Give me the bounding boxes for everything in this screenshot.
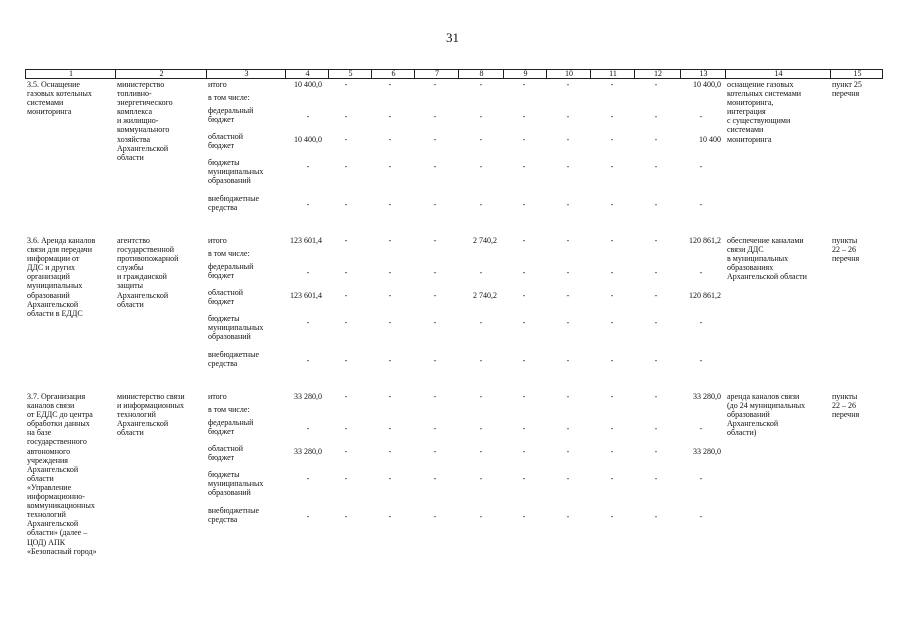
header-divider	[590, 70, 591, 78]
source-label: внебюджетные средства	[208, 506, 259, 525]
dash-c12: -	[654, 268, 658, 277]
dash-c7: -	[433, 162, 437, 171]
dash-c6: -	[388, 236, 392, 245]
header-divider	[206, 70, 207, 78]
executor-cell: министерство связи и информационных технологий Архангельской области	[117, 392, 185, 438]
dash-c7: -	[433, 135, 437, 144]
header-col-14: 14	[774, 69, 783, 78]
dash-col8: -	[479, 112, 483, 121]
value-col13: 33 280,0	[693, 392, 721, 401]
dash-c9: -	[522, 424, 526, 433]
value-col4: 33 280,0	[294, 447, 322, 456]
dash-c9: -	[522, 112, 526, 121]
source-label: областной бюджет	[208, 288, 244, 307]
dash-c11: -	[610, 356, 614, 365]
value-col4: 123 601,4	[290, 236, 322, 245]
dash-col13: -	[699, 200, 703, 209]
header-col-3: 3	[244, 69, 249, 78]
dash-c7: -	[433, 356, 437, 365]
dash-c9: -	[522, 80, 526, 89]
measure-cell: 3.6. Аренда каналов связи для передачи информации от ДДС и других организаций муниципальных образований Архангельской области в ЕДДС	[27, 236, 96, 318]
dash-c10: -	[566, 200, 570, 209]
value-col8: 2 740,2	[473, 236, 497, 245]
source-label: бюджеты муниципальных образований	[208, 158, 264, 186]
dash-c11: -	[610, 200, 614, 209]
value-col8: 2 740,2	[473, 291, 497, 300]
header-divider	[725, 70, 726, 78]
dash-c5: -	[344, 268, 348, 277]
dash-c9: -	[522, 474, 526, 483]
dash-c5: -	[344, 447, 348, 456]
header-col-10: 10	[565, 69, 573, 78]
dash-c12: -	[654, 447, 658, 456]
dash-c7: -	[433, 512, 437, 521]
dash-c7: -	[433, 291, 437, 300]
header-divider	[285, 70, 286, 78]
dash-col8: -	[479, 200, 483, 209]
dash-c12: -	[654, 424, 658, 433]
dash-c12: -	[654, 80, 658, 89]
source-label: в том числе:	[208, 405, 250, 414]
dash-c7: -	[433, 80, 437, 89]
dash-c5: -	[344, 291, 348, 300]
dash-c10: -	[566, 356, 570, 365]
header-col-5: 5	[348, 69, 353, 78]
dash-col13: -	[699, 356, 703, 365]
header-col-7: 7	[435, 69, 439, 78]
dash-col8: -	[479, 392, 483, 401]
dash-c12: -	[654, 162, 658, 171]
dash-c5: -	[344, 474, 348, 483]
source-label: областной бюджет	[208, 132, 244, 151]
dash-c6: -	[388, 318, 392, 327]
dash-c6: -	[388, 392, 392, 401]
header-divider	[503, 70, 504, 78]
dash-c7: -	[433, 392, 437, 401]
dash-col8: -	[479, 268, 483, 277]
source-label: в том числе:	[208, 93, 250, 102]
dash-c6: -	[388, 80, 392, 89]
header-col-13: 13	[699, 69, 708, 78]
measure-cell: 3.7. Организация каналов связи от ЕДДС до центра обработки данных на базе государственного автономного учреждения Архангельской области «Управление информационно- коммуникационных технологий Архангельской области» (далее – ЦОД) АПК «Безопасный город»	[27, 392, 97, 556]
dash-c10: -	[566, 80, 570, 89]
result-cell: оснащение газовых котельных системами мониторинга, интеграция с существующими системами мониторинга	[727, 80, 802, 144]
source-label: в том числе:	[208, 249, 250, 258]
dash-c5: -	[344, 318, 348, 327]
dash-c10: -	[566, 112, 570, 121]
dash-col13: -	[699, 318, 703, 327]
dash-c7: -	[433, 112, 437, 121]
header-divider	[115, 70, 116, 78]
header-col-8: 8	[479, 69, 484, 78]
dash-c9: -	[522, 200, 526, 209]
value-col13: 120 861,2	[689, 291, 721, 300]
value-col4: 10 400,0	[294, 135, 322, 144]
dash-c6: -	[388, 112, 392, 121]
source-label: итого	[208, 392, 227, 401]
dash-c5: -	[344, 512, 348, 521]
header-col-11: 11	[609, 69, 617, 78]
header-col-12: 12	[654, 69, 662, 78]
value-col13: 33 280,0	[693, 447, 721, 456]
dash-col4: -	[306, 474, 310, 483]
header-divider	[458, 70, 459, 78]
dash-c11: -	[610, 80, 614, 89]
dash-c12: -	[654, 512, 658, 521]
dash-col4: -	[306, 512, 310, 521]
dash-col8: -	[479, 474, 483, 483]
dash-c9: -	[522, 392, 526, 401]
dash-col13: -	[699, 162, 703, 171]
measure-cell: 3.5. Оснащение газовых котельных системами мониторинга	[27, 80, 92, 117]
dash-c11: -	[610, 318, 614, 327]
dash-c10: -	[566, 474, 570, 483]
dash-c7: -	[433, 424, 437, 433]
dash-col13: -	[699, 512, 703, 521]
dash-c7: -	[433, 474, 437, 483]
header-col-2: 2	[159, 69, 164, 78]
dash-c11: -	[610, 236, 614, 245]
dash-col13: -	[699, 474, 703, 483]
dash-col4: -	[306, 356, 310, 365]
dash-c6: -	[388, 200, 392, 209]
source-label: областной бюджет	[208, 444, 244, 463]
dash-c10: -	[566, 162, 570, 171]
dash-c11: -	[610, 447, 614, 456]
dash-c12: -	[654, 474, 658, 483]
dash-c11: -	[610, 392, 614, 401]
dash-c7: -	[433, 318, 437, 327]
source-label: федеральный бюджет	[208, 418, 254, 437]
dash-c10: -	[566, 236, 570, 245]
dash-c6: -	[388, 447, 392, 456]
header-divider	[546, 70, 547, 78]
source-label: федеральный бюджет	[208, 106, 254, 125]
dash-c12: -	[654, 112, 658, 121]
header-divider	[328, 70, 329, 78]
dash-c9: -	[522, 291, 526, 300]
dash-c6: -	[388, 162, 392, 171]
dash-c11: -	[610, 424, 614, 433]
dash-c6: -	[388, 474, 392, 483]
dash-col8: -	[479, 135, 483, 144]
dash-c12: -	[654, 200, 658, 209]
header-col-6: 6	[391, 69, 396, 78]
dash-col8: -	[479, 356, 483, 365]
dash-col4: -	[306, 112, 310, 121]
source-label: внебюджетные средства	[208, 194, 259, 213]
dash-c7: -	[433, 236, 437, 245]
reference-cell: пункты 22 – 26 перечня	[832, 392, 860, 420]
header-divider	[414, 70, 415, 78]
dash-col13: -	[699, 424, 703, 433]
executor-cell: агентство государственной противопожарной службы и гражданской защиты Архангельской области	[117, 236, 179, 309]
dash-c5: -	[344, 356, 348, 365]
dash-col8: -	[479, 512, 483, 521]
dash-c9: -	[522, 268, 526, 277]
dash-c5: -	[344, 112, 348, 121]
dash-col4: -	[306, 268, 310, 277]
dash-c10: -	[566, 447, 570, 456]
header-col-9: 9	[523, 69, 528, 78]
dash-c9: -	[522, 512, 526, 521]
dash-col8: -	[479, 318, 483, 327]
dash-col4: -	[306, 162, 310, 171]
source-label: итого	[208, 236, 227, 245]
dash-c10: -	[566, 392, 570, 401]
dash-c6: -	[388, 356, 392, 365]
dash-c9: -	[522, 318, 526, 327]
dash-c7: -	[433, 447, 437, 456]
dash-c5: -	[344, 80, 348, 89]
reference-cell: пункты 22 – 26 перечня	[832, 236, 860, 264]
dash-col8: -	[479, 80, 483, 89]
value-col4: 33 280,0	[294, 392, 322, 401]
result-cell: обеспечение каналами связи ДДС в муниципальных образованиях Архангельской области	[727, 236, 807, 282]
dash-c6: -	[388, 424, 392, 433]
executor-cell: министерство топливно- энергетического комплекса и жилищно- коммунального хозяйства Архангельской области	[117, 80, 173, 162]
dash-c9: -	[522, 135, 526, 144]
dash-c5: -	[344, 200, 348, 209]
value-col13: 120 861,2	[689, 236, 721, 245]
dash-c11: -	[610, 268, 614, 277]
dash-c11: -	[610, 291, 614, 300]
header-divider	[680, 70, 681, 78]
dash-c7: -	[433, 200, 437, 209]
header-col-15: 15	[853, 69, 862, 78]
dash-col4: -	[306, 424, 310, 433]
value-col13: 10 400	[699, 135, 721, 144]
dash-c6: -	[388, 135, 392, 144]
dash-c12: -	[654, 356, 658, 365]
dash-c9: -	[522, 356, 526, 365]
source-label: бюджеты муниципальных образований	[208, 314, 264, 342]
dash-col13: -	[699, 268, 703, 277]
source-label: итого	[208, 80, 227, 89]
dash-col4: -	[306, 200, 310, 209]
dash-c11: -	[610, 474, 614, 483]
dash-c9: -	[522, 236, 526, 245]
dash-c11: -	[610, 162, 614, 171]
dash-c11: -	[610, 135, 614, 144]
dash-c9: -	[522, 447, 526, 456]
dash-c5: -	[344, 236, 348, 245]
dash-c6: -	[388, 291, 392, 300]
value-col4: 123 601,4	[290, 291, 322, 300]
header-divider	[830, 70, 831, 78]
dash-c12: -	[654, 291, 658, 300]
table-header-row	[25, 69, 883, 79]
reference-cell: пункт 25 перечня	[832, 80, 862, 99]
source-label: федеральный бюджет	[208, 262, 254, 281]
source-label: бюджеты муниципальных образований	[208, 470, 264, 498]
header-divider	[371, 70, 372, 78]
dash-c12: -	[654, 236, 658, 245]
dash-c5: -	[344, 424, 348, 433]
value-col13: 10 400,0	[693, 80, 721, 89]
dash-c12: -	[654, 318, 658, 327]
dash-c11: -	[610, 112, 614, 121]
dash-col4: -	[306, 318, 310, 327]
dash-col8: -	[479, 162, 483, 171]
dash-c12: -	[654, 135, 658, 144]
dash-c10: -	[566, 268, 570, 277]
header-divider	[634, 70, 635, 78]
dash-c12: -	[654, 392, 658, 401]
dash-c10: -	[566, 291, 570, 300]
dash-c5: -	[344, 162, 348, 171]
dash-c10: -	[566, 512, 570, 521]
page-number: 31	[446, 30, 459, 45]
dash-col8: -	[479, 424, 483, 433]
dash-c7: -	[433, 268, 437, 277]
source-label: внебюджетные средства	[208, 350, 259, 369]
dash-c10: -	[566, 424, 570, 433]
dash-c6: -	[388, 512, 392, 521]
dash-c9: -	[522, 162, 526, 171]
dash-c6: -	[388, 268, 392, 277]
dash-col13: -	[699, 112, 703, 121]
dash-c11: -	[610, 512, 614, 521]
dash-c10: -	[566, 135, 570, 144]
value-col4: 10 400,0	[294, 80, 322, 89]
result-cell: аренда каналов связи (до 24 муниципальных образований Архангельской области)	[727, 392, 806, 438]
header-col-4: 4	[305, 69, 310, 78]
dash-c5: -	[344, 392, 348, 401]
dash-col8: -	[479, 447, 483, 456]
header-col-1: 1	[69, 69, 73, 78]
dash-c10: -	[566, 318, 570, 327]
dash-c5: -	[344, 135, 348, 144]
